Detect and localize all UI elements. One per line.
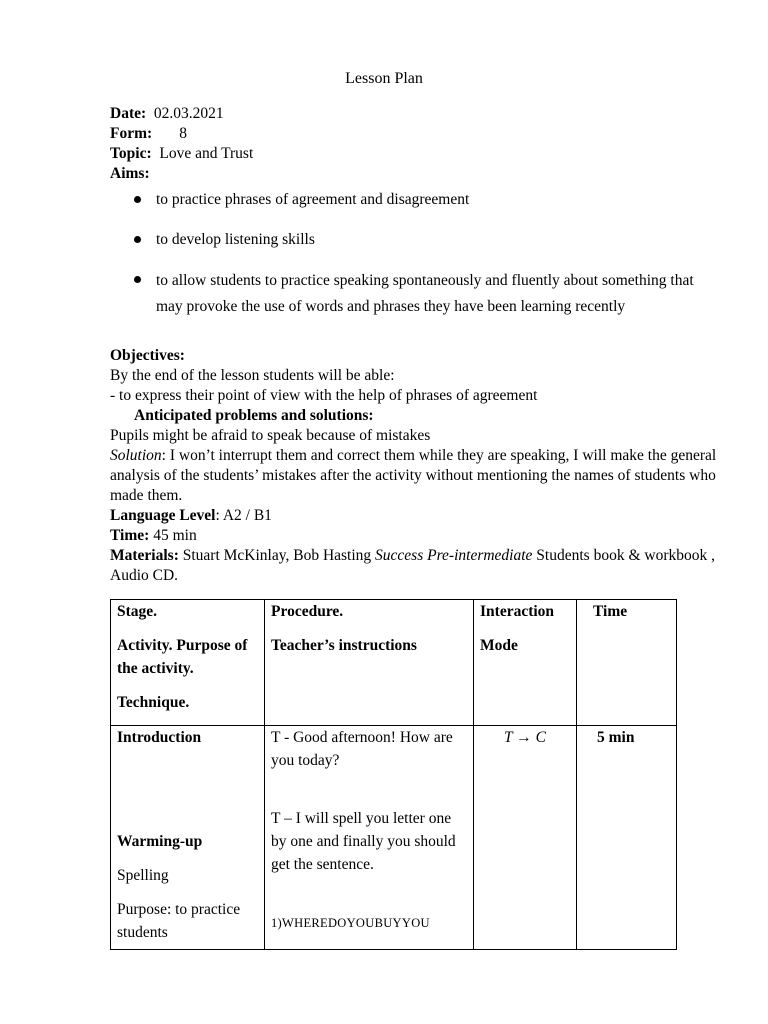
procedure-greeting: T - Good afternoon! How are you today? [271,729,453,769]
objectives-intro: By the end of the lesson students will be able: [110,367,395,384]
page-title: Lesson Plan [345,70,423,87]
aim-text: to practice phrases of agreement and disagreement [156,191,470,208]
interaction-cell [474,726,577,950]
time-value: 45 min [153,527,197,544]
objectives-section [110,346,720,586]
activity-time: 5 min [597,729,635,746]
header-cell-time [577,600,677,726]
topic-line [110,144,710,164]
stage-warming-up: Warming-up [117,833,203,850]
time-cell [577,726,677,950]
objectives-label: Objectives: [110,347,185,364]
solution-label: Solution [110,447,162,464]
date-line [110,104,710,124]
header-stage: Stage. [117,603,158,620]
date-label: Date: [110,105,147,122]
materials-rest: Students book & workbook , Audio CD. [110,547,715,584]
stage-spelling: Spelling [117,867,169,884]
topic-label: Topic: [110,145,152,162]
header-procedure: Procedure. [271,603,344,620]
objectives-item: - to express their point of view with the help of phrases of agreement [110,387,538,404]
procedure-sentence-1: 1)WHEREDOYOUBUYYOU [271,916,430,930]
materials-label: Materials: [110,547,179,564]
stage-introduction: Introduction [117,729,202,746]
aim-text: to allow students to practice speaking spontaneously and fluently about something that may provoke the use of words and phrases they have been learning recently [156,272,694,315]
procedure-cell [265,726,474,950]
procedure-spelling-instruction: T – I will spell you letter one by one and finally you should get the sentence. [271,810,456,873]
form-line [110,124,710,144]
language-label: Language Level [110,507,216,524]
header-instructions: Teacher’s instructions [271,637,417,654]
header-technique: Technique. [117,694,190,711]
materials-authors: Stuart McKinlay, Bob Hasting [182,547,372,564]
bullet-icon [134,196,141,203]
header-activity: Activity. Purpose of the activity. [117,637,248,677]
stage-cell [111,726,265,950]
stage-purpose: Purpose: to practice students [117,901,241,941]
lesson-plan-table [110,599,677,950]
topic-value: Love and Trust [159,145,254,162]
problems-text: Pupils might be afraid to speak because of mistakes [110,427,431,444]
header-cell-stage [111,600,265,726]
solution-text: : I won’t interrupt them and correct them while they are speaking, I will make the general analysis of the students’ mistakes after the activity without mentioning the names of students who made them. [110,447,717,504]
problems-label: Anticipated problems and solutions: [134,407,374,424]
header-interaction: Interaction [480,603,555,620]
interaction-mode: T → C [504,729,546,746]
materials-paragraph [110,546,720,586]
time-label: Time: [110,527,150,544]
date-value: 02.03.2021 [153,105,224,122]
bullet-icon [134,236,141,243]
table-header-row [111,600,677,726]
solution-paragraph [110,446,720,506]
form-value: 8 [179,125,188,142]
bullet-icon [134,276,141,283]
aims-label: Aims: [110,165,150,182]
form-label: Form: [110,125,153,142]
header-cell-procedure [265,600,474,726]
aim-text: to develop listening skills [156,231,315,248]
header-cell-interaction [474,600,577,726]
header-time: Time [593,603,628,620]
materials-book-title: Success Pre-intermediate [375,547,533,564]
aims-heading [110,164,710,184]
language-value: : A2 / B1 [215,507,272,524]
table-row [111,726,677,950]
header-mode: Mode [480,637,518,654]
